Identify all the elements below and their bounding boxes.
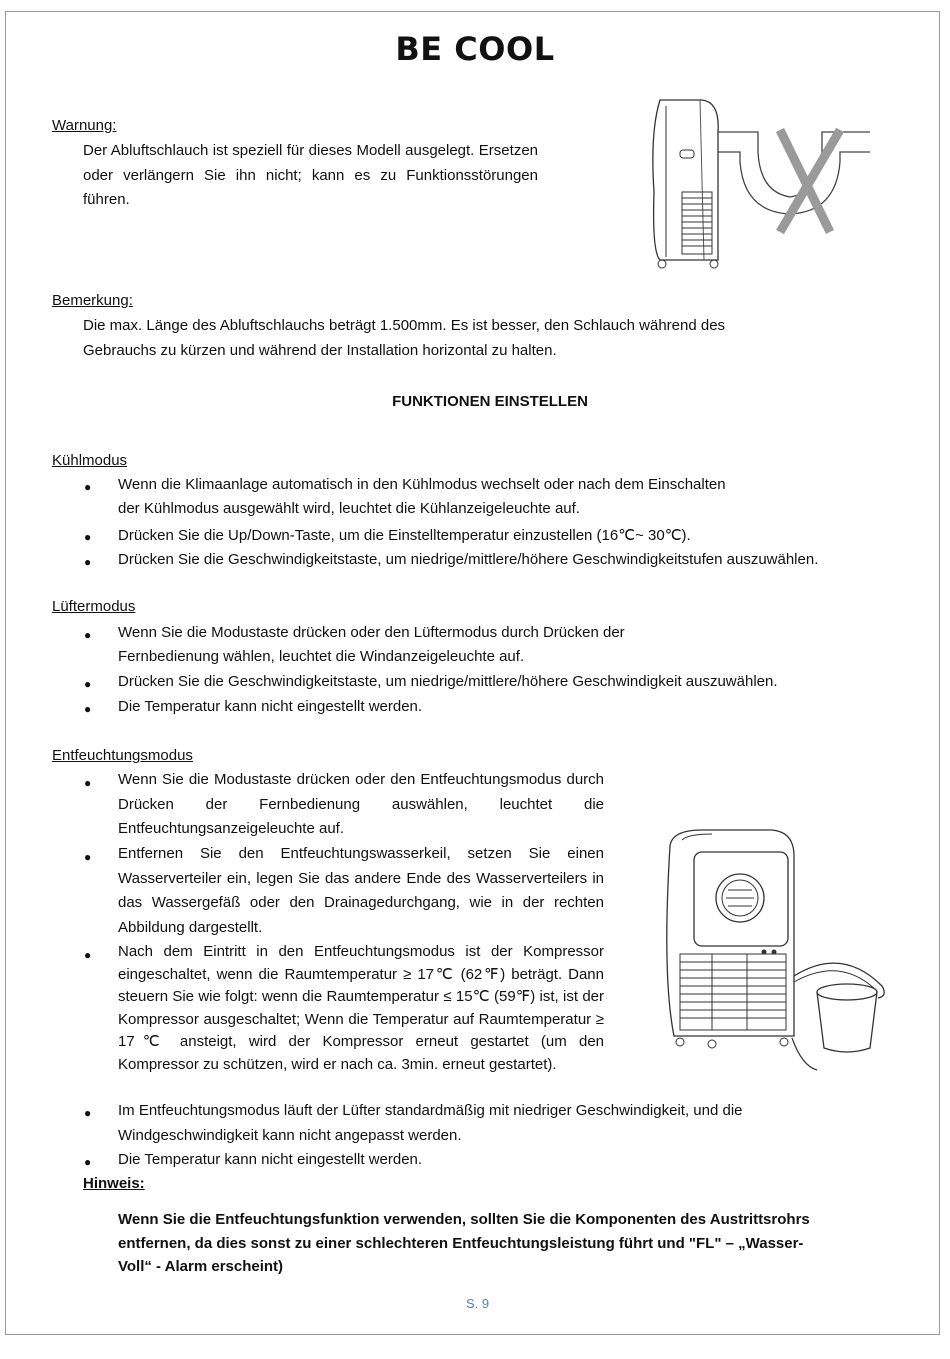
- bullet-icon: ●: [84, 530, 92, 544]
- bullet-icon: ●: [84, 850, 92, 864]
- remark-line-1: Die max. Länge des Abluftschlauchs beträgt 1.500mm. Es ist besser, den Schlauch während des: [83, 317, 726, 334]
- note-heading: Hinweis:: [83, 1175, 145, 1192]
- cooling-heading: Kühlmodus: [52, 452, 128, 469]
- dehumid-item-4-line-2: Windgeschwindigkeit kann nicht angepasst werden.: [118, 1127, 462, 1144]
- note-line-3: Voll“ - Alarm erscheint): [118, 1258, 284, 1275]
- dehumid-heading: Entfeuchtungsmodus: [52, 747, 193, 764]
- bullet-icon: ●: [84, 1106, 92, 1120]
- dehumid-item-2: Entfernen Sie den Entfeuchtungswasserkeil, setzen Sie einen Wasserverteiler ein, legen Sie das andere Ende des Wasserverteilers in das Wassergefäß oder den Drainagedurchgang, wie in der rechten Abbildung dargestellt.: [118, 845, 604, 936]
- fan-item-1-line-2: Fernbedienung wählen, leuchtet die Windanzeigeleuchte auf.: [118, 648, 525, 665]
- cooling-item-1-line-2: der Kühlmodus ausgewählt wird, leuchtet die Kühlanzeigeleuchte auf.: [118, 500, 580, 517]
- warning-heading: Warnung:: [52, 117, 117, 134]
- page-number: S. 9: [465, 1296, 490, 1311]
- section-title: FUNKTIONEN EINSTELLEN: [392, 393, 588, 410]
- cooling-item-2: Drücken Sie die Up/Down-Taste, um die Einstelltemperatur einzustellen (16℃~ 30℃).: [118, 527, 691, 544]
- cooling-item-1-line-1: Wenn die Klimaanlage automatisch in den Kühlmodus wechselt oder nach dem Einschalten: [118, 476, 726, 493]
- bullet-icon: ●: [84, 1155, 92, 1169]
- bullet-icon: ●: [84, 628, 92, 642]
- bullet-icon: ●: [84, 702, 92, 716]
- remark-heading: Bemerkung:: [52, 292, 133, 309]
- note-line-2: entfernen, da dies sonst zu einer schlechteren Entfeuchtungsleistung führt und "FL" – „Wasser-: [118, 1235, 804, 1252]
- dehumid-item-5: Die Temperatur kann nicht eingestellt werden.: [118, 1151, 423, 1168]
- bullet-icon: ●: [84, 555, 92, 569]
- dehumid-item-4-line-1: Im Entfeuchtungsmodus läuft der Lüfter standardmäßig mit niedriger Geschwindigkeit, und die: [118, 1102, 743, 1119]
- dehumid-item-1: Wenn Sie die Modustaste drücken oder den Entfeuchtungsmodus durch Drücken der Fernbedienung auswählen, leuchtet die Entfeuchtungsanzeigeleuchte auf.: [118, 771, 604, 837]
- remark-line-2: Gebrauchs zu kürzen und während der Installation horizontal zu halten.: [83, 342, 557, 359]
- drain-hose-illustration: [652, 826, 912, 1076]
- note-line-1: Wenn Sie die Entfeuchtungsfunktion verwenden, sollten Sie die Komponenten des Austrittsrohrs: [118, 1211, 810, 1228]
- hose-warning-illustration: [640, 92, 880, 272]
- fan-item-2: Drücken Sie die Geschwindigkeitstaste, um niedrige/mittlere/höhere Geschwindigkeit auszuwählen.: [118, 673, 778, 690]
- dehumid-item-3: Nach dem Eintritt in den Entfeuchtungsmodus ist der Kompressor eingeschaltet, wenn die Raumtemperatur ≥ 17℃ (62℉) beträgt. Dann steuern Sie wie folgt: wenn die Raumtemperatur ≤ 15℃ (59℉) ist, ist der Kompressor ausgeschaltet; Wenn die Temperatur auf Raumtemperatur ≥ 17℃ ansteigt, wird der Kompressor erneut gestartet (um den Kompressor zu schützen, wird er nach ca. 3min. erneut gestartet).: [118, 943, 604, 1073]
- bullet-icon: ●: [84, 677, 92, 691]
- bullet-icon: ●: [84, 480, 92, 494]
- warning-text: Der Abluftschlauch ist speziell für dieses Modell ausgelegt. Ersetzen oder verlängern Sie ihn nicht; kann es zu Funktionsstörungen führen.: [83, 142, 538, 208]
- fan-item-1-line-1: Wenn Sie die Modustaste drücken oder den Lüftermodus durch Drücken der: [118, 624, 625, 641]
- fan-heading: Lüftermodus: [52, 598, 136, 615]
- bullet-icon: ●: [84, 948, 92, 962]
- fan-item-3: Die Temperatur kann nicht eingestellt werden.: [118, 698, 423, 715]
- brand-logo: BE COOL: [395, 30, 555, 68]
- bullet-icon: ●: [84, 776, 92, 790]
- cooling-item-3: Drücken Sie die Geschwindigkeitstaste, um niedrige/mittlere/höhere Geschwindigkeitstufen auszuwählen.: [118, 551, 819, 568]
